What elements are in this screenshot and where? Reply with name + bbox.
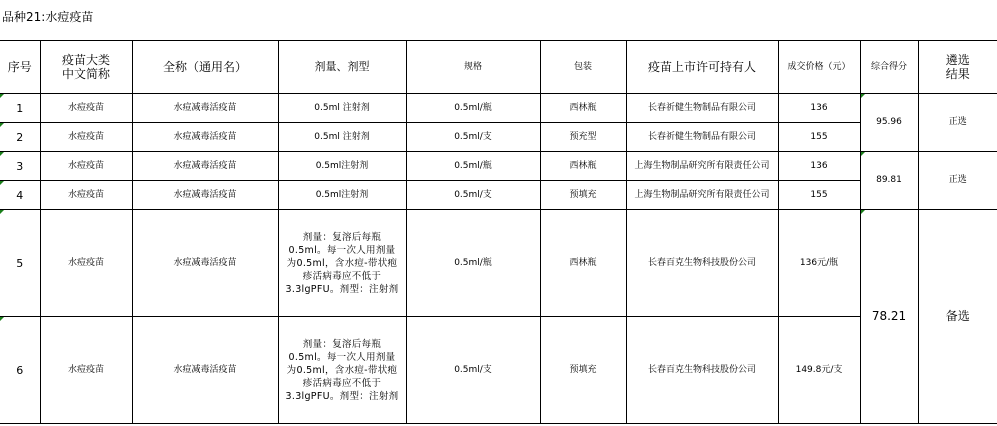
cell-no: 5: [0, 210, 40, 317]
cell-category: 水痘疫苗: [40, 94, 132, 123]
table-row: [0, 181, 997, 210]
cell-spec: 0.5ml/支: [406, 317, 540, 424]
cell-pack: 预填充: [540, 317, 626, 424]
cell-category: 水痘疫苗: [40, 210, 132, 317]
cell-dose: 剂量：复溶后每瓶0.5ml。每一次人用剂量为0.5ml，含水痘-带状疱疹活病毒应不低于3.3lgPFU。剂型：注射剂: [278, 210, 406, 317]
cell-price: 136元/瓶: [778, 210, 860, 317]
cell-dose: 0.5ml注射剂: [278, 181, 406, 210]
cell-no: 2: [0, 123, 40, 152]
cell-price: 136: [778, 94, 860, 123]
header-row: [0, 41, 997, 94]
header-holder: 疫苗上市许可持有人: [626, 41, 778, 94]
cell-holder: 长春祈健生物制品有限公司: [626, 94, 778, 123]
cell-pack: 预填充: [540, 181, 626, 210]
header-result: 遴选 结果: [918, 41, 997, 94]
cell-no: 4: [0, 181, 40, 210]
cell-category: 水痘疫苗: [40, 317, 132, 424]
cell-spec: 0.5ml/支: [406, 181, 540, 210]
cell-name: 水痘减毒活疫苗: [132, 152, 278, 181]
cell-category: 水痘疫苗: [40, 181, 132, 210]
cell-price: 136: [778, 152, 860, 181]
cell-score: 89.81: [860, 152, 918, 210]
table-row: [0, 152, 997, 181]
cell-price: 149.8元/支: [778, 317, 860, 424]
cell-dose: 剂量：复溶后每瓶0.5ml。每一次人用剂量为0.5ml，含水痘-带状疱疹活病毒应不低于3.3lgPFU。剂型：注射剂: [278, 317, 406, 424]
header-name: 全称（通用名）: [132, 41, 278, 94]
page-title: 品种21:水痘疫苗: [2, 10, 94, 24]
cell-result: 正选: [918, 152, 997, 210]
cell-holder: 长春祈健生物制品有限公司: [626, 123, 778, 152]
cell-no: 1: [0, 94, 40, 123]
cell-result: 备选: [918, 210, 997, 424]
header-pack: 包装: [540, 41, 626, 94]
cell-price: 155: [778, 123, 860, 152]
cell-name: 水痘减毒活疫苗: [132, 317, 278, 424]
cell-category: 水痘疫苗: [40, 123, 132, 152]
header-no: 序号: [0, 41, 40, 94]
table-row: [0, 317, 997, 424]
cell-spec: 0.5ml/瓶: [406, 152, 540, 181]
cell-result: 正选: [918, 94, 997, 152]
cell-pack: 预充型: [540, 123, 626, 152]
cell-spec: 0.5ml/瓶: [406, 94, 540, 123]
vaccine-table: [0, 40, 997, 424]
cell-holder: 长春百克生物科技股份公司: [626, 317, 778, 424]
header-score: 综合得分: [860, 41, 918, 94]
cell-name: 水痘减毒活疫苗: [132, 181, 278, 210]
cell-score: 95.96: [860, 94, 918, 152]
cell-name: 水痘减毒活疫苗: [132, 123, 278, 152]
header-category: 疫苗大类 中文简称: [40, 41, 132, 94]
cell-pack: 西林瓶: [540, 152, 626, 181]
table-row: [0, 94, 997, 123]
cell-holder: 上海生物制品研究所有限责任公司: [626, 181, 778, 210]
cell-dose: 0.5ml注射剂: [278, 152, 406, 181]
cell-dose: 0.5ml 注射剂: [278, 123, 406, 152]
cell-holder: 长春百克生物科技股份公司: [626, 210, 778, 317]
table-row: [0, 123, 997, 152]
cell-no: 3: [0, 152, 40, 181]
cell-name: 水痘减毒活疫苗: [132, 210, 278, 317]
cell-price: 155: [778, 181, 860, 210]
header-price: 成交价格（元）: [778, 41, 860, 94]
cell-spec: 0.5ml/瓶: [406, 210, 540, 317]
header-spec: 规格: [406, 41, 540, 94]
cell-holder: 上海生物制品研究所有限责任公司: [626, 152, 778, 181]
table-row: [0, 210, 997, 317]
cell-name: 水痘减毒活疫苗: [132, 94, 278, 123]
header-dose: 剂量、剂型: [278, 41, 406, 94]
cell-spec: 0.5ml/支: [406, 123, 540, 152]
cell-dose: 0.5ml 注射剂: [278, 94, 406, 123]
cell-no: 6: [0, 317, 40, 424]
cell-score: 78.21: [860, 210, 918, 424]
cell-category: 水痘疫苗: [40, 152, 132, 181]
cell-pack: 西林瓶: [540, 210, 626, 317]
cell-pack: 西林瓶: [540, 94, 626, 123]
